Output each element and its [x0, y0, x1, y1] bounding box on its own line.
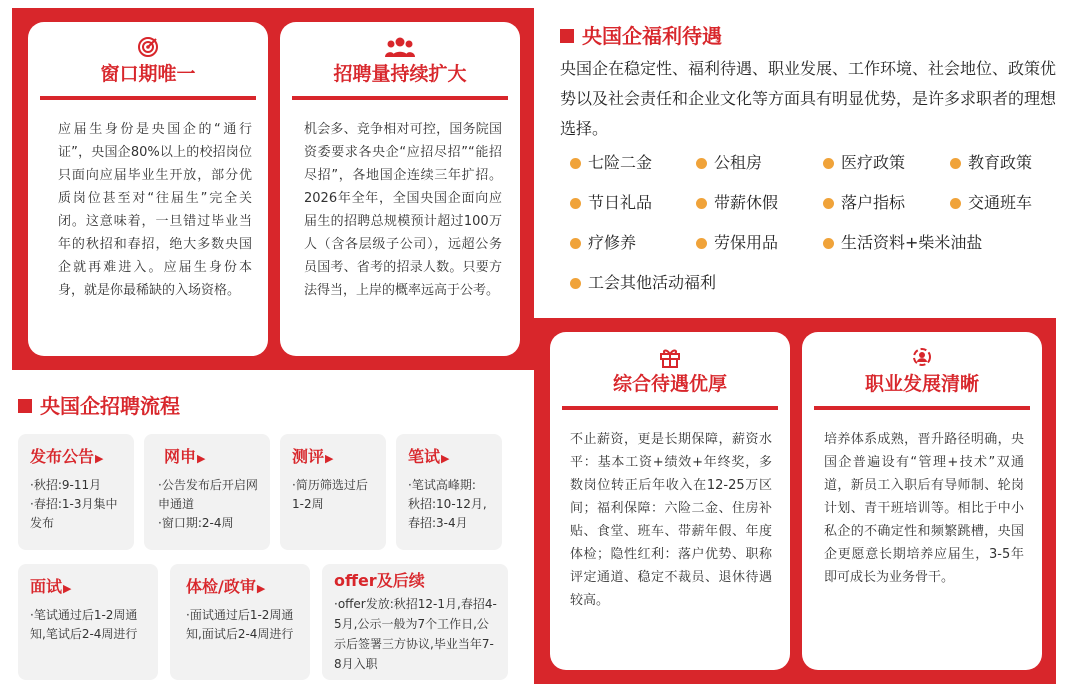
step-title	[30, 446, 124, 470]
network-icon	[802, 346, 1042, 373]
bullet-dot-icon	[696, 158, 707, 169]
benefit-item	[950, 192, 1032, 214]
step-title	[292, 446, 376, 470]
welfare-paragraph: 央国企在稳定性、福利待遇、职业发展、工作环境、社会地位、政策优势以及社会责任和企业文化等方面具有明显优势，是许多求职者的理想选择。	[560, 59, 1057, 138]
process-step	[396, 434, 502, 550]
step-line: 秋招:10-12月,	[408, 497, 487, 511]
benefit-label: 七险二金	[588, 153, 653, 172]
card-body: 不止薪资，更是长期保障，薪资水平：基本工资+绩效+年终奖，多数岗位转正后年收入在12-25万区间；福利保障：六险二金、住房补贴、食堂、班车、带薪年假、年度体检；隐性红利：落户优势、职称评定通道、稳定不裁员、退休待遇较高。	[570, 432, 772, 608]
step-title	[158, 446, 260, 470]
step-title-text: 体检/政审	[186, 577, 256, 596]
step-title	[30, 576, 148, 600]
process-heading-text: 央国企招聘流程	[40, 394, 180, 418]
gift-icon	[550, 346, 790, 373]
step-title	[408, 446, 492, 470]
card-divider	[562, 406, 778, 410]
card-divider	[814, 406, 1030, 410]
process-step	[280, 434, 386, 550]
welfare-heading	[560, 24, 722, 48]
benefit-item	[950, 152, 1032, 174]
bullet-dot-icon	[570, 198, 581, 209]
benefit-label: 公租房	[714, 153, 763, 172]
benefit-item	[570, 192, 652, 214]
group-icon	[280, 36, 520, 63]
step-line: ·秋招:9-11月	[30, 478, 102, 492]
step-line: ·笔试通过后1-2周通知,笔试后2-4周进行	[30, 608, 138, 641]
card-divider	[40, 96, 256, 100]
benefit-label: 交通班车	[968, 193, 1033, 212]
card-divider	[292, 96, 508, 100]
arrow-right-icon: ▶	[95, 452, 104, 465]
benefit-item	[823, 192, 905, 214]
arrow-right-icon: ▶	[197, 452, 206, 465]
bullet-dot-icon	[823, 238, 834, 249]
window-period-card	[28, 22, 268, 356]
card-body: 培养体系成熟，晋升路径明确，央国企普遍设有“管理+技术”双通道，新员工入职后有导师制、轮岗计划、青干班培训等。相比于中小私企的不确定性和频繁跳槽，央国企更愿意长期培养应届生，3-5年即可成长为业务骨干。	[824, 432, 1024, 585]
benefit-item	[696, 192, 778, 214]
card-title: 综合待遇优厚	[612, 373, 727, 395]
benefit-label: 带薪休假	[714, 193, 779, 212]
arrow-right-icon: ▶	[256, 582, 266, 595]
step-title-text: 测评	[292, 447, 325, 466]
step-line: ·笔试高峰期:	[408, 478, 476, 492]
benefit-label: 落户指标	[841, 193, 906, 212]
bullet-dot-icon	[570, 278, 581, 289]
compensation-card	[550, 332, 790, 670]
recruitment-expansion-card	[280, 22, 520, 356]
step-line: ·offer发放:秋招12-1月,春招4-5月,公示一般为7个工作日,公示后签署三方协议,毕业当年7-8月入职	[334, 597, 497, 671]
benefit-label: 疗修养	[588, 233, 637, 252]
arrow-right-icon: ▶	[63, 582, 72, 595]
bullet-dot-icon	[696, 238, 707, 249]
process-step	[144, 434, 270, 550]
benefit-label: 节日礼品	[588, 193, 653, 212]
benefit-label: 工会其他活动福利	[588, 273, 717, 292]
step-title	[186, 576, 300, 600]
step-line: ·窗口期:2-4周	[158, 516, 234, 530]
step-line: ·简历筛选过后1-2周	[292, 478, 368, 511]
bullet-dot-icon	[570, 158, 581, 169]
bullet-dot-icon	[570, 238, 581, 249]
step-title-text: 网申	[164, 447, 197, 466]
heading-square-icon	[560, 29, 574, 43]
welfare-heading-text: 央国企福利待遇	[582, 24, 722, 48]
bullet-dot-icon	[950, 158, 961, 169]
benefit-item	[823, 232, 982, 254]
benefit-label: 教育政策	[968, 153, 1033, 172]
card-title: 窗口期唯一	[100, 63, 196, 85]
bullet-dot-icon	[823, 158, 834, 169]
benefit-label: 医疗政策	[841, 153, 906, 172]
step-title-text: 面试	[30, 577, 63, 596]
heading-square-icon	[18, 399, 32, 413]
benefit-item	[823, 152, 905, 174]
benefit-item	[570, 272, 716, 294]
bullet-dot-icon	[823, 198, 834, 209]
arrow-right-icon: ▶	[441, 452, 450, 465]
bullet-dot-icon	[696, 198, 707, 209]
target-icon	[28, 36, 268, 63]
process-step	[322, 564, 508, 680]
card-title: 职业发展清晰	[864, 373, 979, 395]
step-title	[334, 570, 498, 592]
step-line: ·春招:1-3月集中发布	[30, 497, 118, 530]
card-body: 应届生身份是央国企的“通行证”，央国企80%以上的校招岗位只面向应届毕业生开放，部分优质岗位甚至对“往届生”完全关闭。这意味着，一旦错过毕业当年的秋招和春招，绝大多数央国企就再难进入。应届生身份本身，就是你最稀缺的入场资格。	[58, 122, 252, 298]
process-heading	[18, 394, 180, 418]
benefit-label: 劳保用品	[714, 233, 779, 252]
process-step	[18, 564, 158, 680]
card-body: 机会多、竞争相对可控，国务院国资委要求各央企“应招尽招”“能招尽招”，各地国企连续三年扩招。2026年全年，全国央国企面向应届生的招聘总规模预计超过100万人（含各层级子公司），远超公务员国考、省考的招录人数。只要方法得当，上岸的概率远高于公考。	[304, 122, 502, 298]
benefit-item	[696, 232, 778, 254]
career-development-card	[802, 332, 1042, 670]
benefit-label: 生活资料+柴米油盐	[841, 233, 983, 252]
process-step	[18, 434, 134, 550]
benefit-item	[696, 152, 762, 174]
step-line: ·公告发布后开启网申通道	[158, 478, 258, 511]
benefit-item	[570, 232, 636, 254]
card-title: 招聘量持续扩大	[333, 63, 467, 85]
bullet-dot-icon	[950, 198, 961, 209]
benefit-item	[570, 152, 652, 174]
step-line: ·面试通过后1-2周通知,面试后2-4周进行	[186, 608, 294, 641]
step-title-text: 笔试	[408, 447, 441, 466]
process-step	[170, 564, 310, 680]
step-title-text: offer及后续	[334, 571, 425, 590]
step-title-text: 发布公告	[30, 447, 95, 466]
step-line: 春招:3-4月	[408, 516, 468, 530]
arrow-right-icon: ▶	[325, 452, 334, 465]
